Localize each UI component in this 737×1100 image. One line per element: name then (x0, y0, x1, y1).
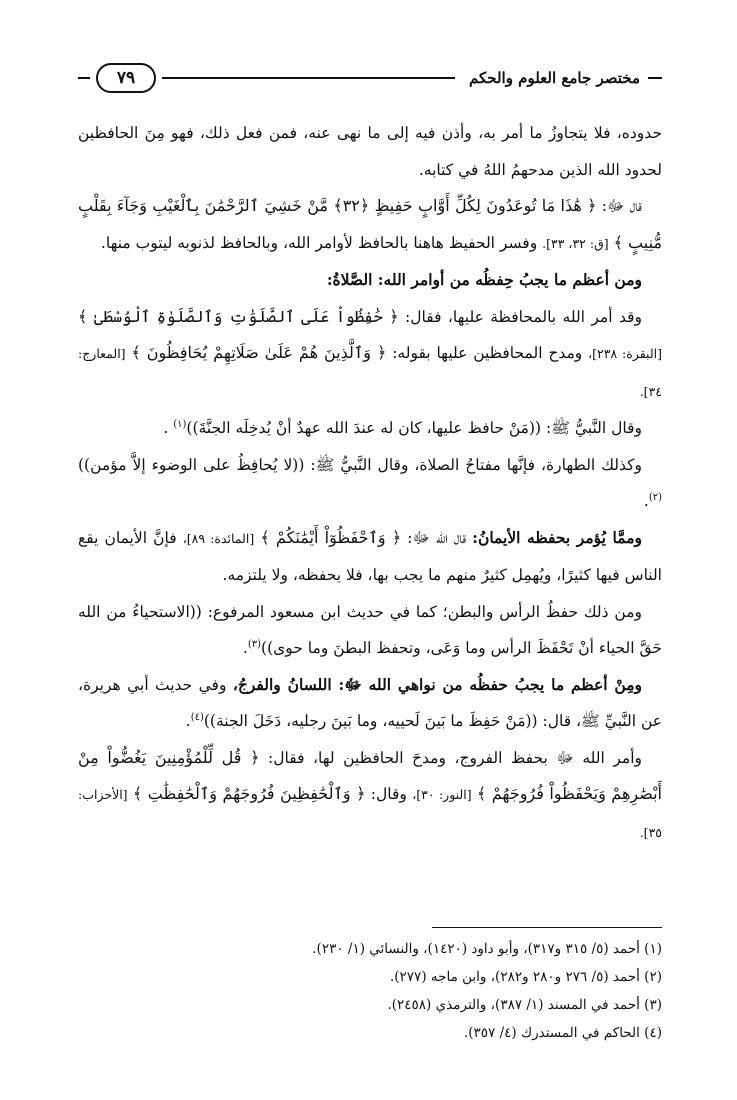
footnote-separator (432, 927, 662, 928)
footnote-2: (٢) أحمد (٥/ ٢٧٦ و٢٨٠ و٢٨٢)، وابن ماجه (٢٧٧). (389, 969, 662, 985)
footnote-ref-4: (٤) (190, 711, 204, 723)
paragraph-9: ومِنْ أعظم ما يجبُ حفظُه من نواهي الله ﷻ: اللسانُ والفرجُ، وفي حديث أبي هريرة، عن النَّبيِّ ﷺ، قال: ((مَنْ حَفِظَ ما بَينَ لَحييه، وما بَينَ رجليه، دَخَلَ الجنة))$^{(٤)}$. (78, 674, 662, 730)
quran-baqarah: ﴿ حَٰفِظُواْ عَلَى ٱلصَّلَوَٰتِ وَٱلصَّلَوٰةِ ٱلْوُسْطَىٰ ﴾ (78, 306, 399, 326)
book-title: مختصر جامع العلوم والحكم (469, 69, 640, 87)
paragraph-1: حدوده، فلا يتجاوزُ ما أمر به، وأذن فيه إلى ما نهى عنه، فمن فعل ذلك، فهو مِنَ الحافظين لحدود الله الذين مدحهمُ اللهُ في كتابه. (78, 124, 662, 179)
quran-maarij: ﴿ وَٱلَّذِينَ هُمْ عَلَىٰ صَلَاتِهِمْ يُحَافِظُونَ ﴾ (131, 343, 387, 362)
ref-nur: [النور: ٣٠]، (412, 787, 472, 802)
main-text (78, 115, 662, 851)
page-header (78, 60, 662, 96)
footnote-ref-3: (٣) (247, 638, 262, 650)
paragraph-5: وقال النَّبيُّ ﷺ: ((مَنْ حافظ عليها، كان له عندَ الله عهدٌ أنْ يُدخِلَه الجنَّةَ))$^{(١)}$ . (163, 418, 642, 437)
ref-baqarah: [البقرة: ٢٣٨]، (588, 346, 662, 361)
hadith-salah: وقال النَّبيُّ ﷺ: ((مَنْ حافظ عليها، كان له عندَ الله عهدٌ أنْ يُدخِلَه الجنَّةَ)) (186, 419, 642, 437)
p2-intro: قال ﷻ: (601, 197, 642, 215)
header-dash-right (648, 77, 662, 79)
header-rule (162, 77, 455, 79)
ref-qaf: [ق: ٣٢، ٣٣]. (542, 235, 609, 251)
hadith-wudu: وكذلك الطهارة، فإنَّها مفتاحُ الصلاة، وقال النَّبيُّ ﷺ: ((لا يُحافِظُ على الوضوء إلاَّ مؤمن)) (78, 455, 642, 474)
footnote-4: (٤) الحاكم في المستدرك (٤/ ٣٥٧). (463, 1025, 662, 1041)
paragraph-2 (78, 188, 662, 262)
footnote-3: (٣) أحمد في المسند (١/ ٣٨٧)، والترمذي (٢٤٥٨). (387, 997, 662, 1013)
quran-ahzab: ﴿ وَٱلْحَٰفِظِينَ فُرُوجَهُمْ وَٱلْحَٰفِظَٰتِ ﴾ (132, 784, 366, 803)
quran-nur: ﴿ قُل لِّلْمُؤْمِنِينَ يَغُضُّواْ مِنْ أَبْصَٰرِهِمْ وَيَحْفَظُواْ فُرُوجَهُمْ ﴾ (78, 747, 662, 803)
p2-rest: وفسر الحفيظ هاهنا بالحافظ لأوامر الله، وبالحافظ لذنوبه ليتوب منها. (100, 233, 538, 252)
paragraph-10 (78, 740, 662, 852)
quran-qaf: ﴿ هَٰذَا مَا تُوعَدُونَ لِكُلِّ أَوَّابٍ حَفِيظٍ ﴿٣٢﴾ مَّنْ خَشِيَ ٱلرَّحْمَٰنَ بِٱلْغَيْبِ وَجَآءَ بِقَلْبٍ مُّنِيبٍ ﴾ (78, 196, 662, 252)
footnote-ref-1: (١) (173, 418, 187, 430)
header-dash-left (78, 77, 90, 79)
ref-maarij: [المعارج: ٣٤]. (78, 346, 662, 399)
ref-ahzab: [الأحزاب: ٣٥]. (78, 787, 662, 840)
p10-intro: وأمر الله ﷻ بحفظ الفروج، ومدحَ الحافظين لها، فقال: (268, 748, 642, 767)
paragraph-4 (78, 299, 662, 411)
hadith-haya: ومن ذلك حفظُ الرأس والبطن؛ كما في حديث ابن مسعود المرفوع: ((الاستحياءُ من الله حَقَّ الحياء أنْ تَحْفَظَ الرأس وما وَعَى، وتحفظ البطنَ وما حوى)) (78, 602, 662, 657)
heading-lisan-farj: ومِنْ أعظم ما يجبُ حفظُه من نواهي الله ﷻ: اللسانُ والفرجُ، (232, 674, 642, 694)
paragraph-6: وكذلك الطهارة، فإنَّها مفتاحُ الصلاة، وقال النَّبيُّ ﷺ: ((لا يُحافِظُ على الوضوء إلاَّ مؤمن))$^{(٢)}$. (78, 455, 662, 510)
footnote-1: (١) أحمد (٥/ ٣١٥ و٣١٧)، وأبو داود (١٤٢٠)، والنسائي (١/ ٢٣٠). (312, 941, 662, 957)
ref-maidah: [المائدة: ٨٩]، (182, 530, 255, 546)
heading-ayman: وممَّا يُؤمر بحفظه الأيمانُ: (472, 527, 642, 547)
p7-intro: قال الله ﷻ: (407, 528, 467, 547)
hadith-lahyayn: وفي حديث أبي هريرة، عن النَّبيِّ ﷺ، قال: ((مَنْ حَفِظَ ما بَينَ لَحييه، وما بَينَ رجليه، دَخَلَ الجنة)) (78, 675, 662, 730)
quran-maidah: ﴿ وَٱحْفَظُوٓاْ أَيْمَٰنَكُمْ ﴾ (260, 527, 402, 547)
p4-mid: ومدح المحافظين عليها بقوله: (392, 344, 583, 362)
p4-intro: وقد أمر الله بالمحافظة عليها، فقال: (405, 307, 642, 326)
p7-rest: فإنَّ الأيمان يقع الناس فيها كثيرًا، ويُهمِل كثيرٌ منهم ما يجب بها، فلا يحفظه، ولا يلتزمه. (78, 528, 662, 584)
p10-mid: وقال: (370, 785, 407, 803)
paragraph-8: ومن ذلك حفظُ الرأس والبطن؛ كما في حديث ابن مسعود المرفوع: ((الاستحياءُ من الله حَقَّ الحياء أنْ تَحْفَظَ الرأس وما وَعَى، وتحفظ البطنَ وما حوى))$^{(٣)}$. (78, 602, 662, 657)
paragraph-7 (78, 520, 662, 594)
footnotes (78, 935, 662, 1047)
page-number: ٧٩ (96, 63, 156, 93)
heading-salah: ومن أعظم ما يجبُ حِفظُه من أوامر الله: الصَّلاةُ: (326, 270, 642, 289)
footnote-ref-2: (٢) (648, 491, 662, 503)
